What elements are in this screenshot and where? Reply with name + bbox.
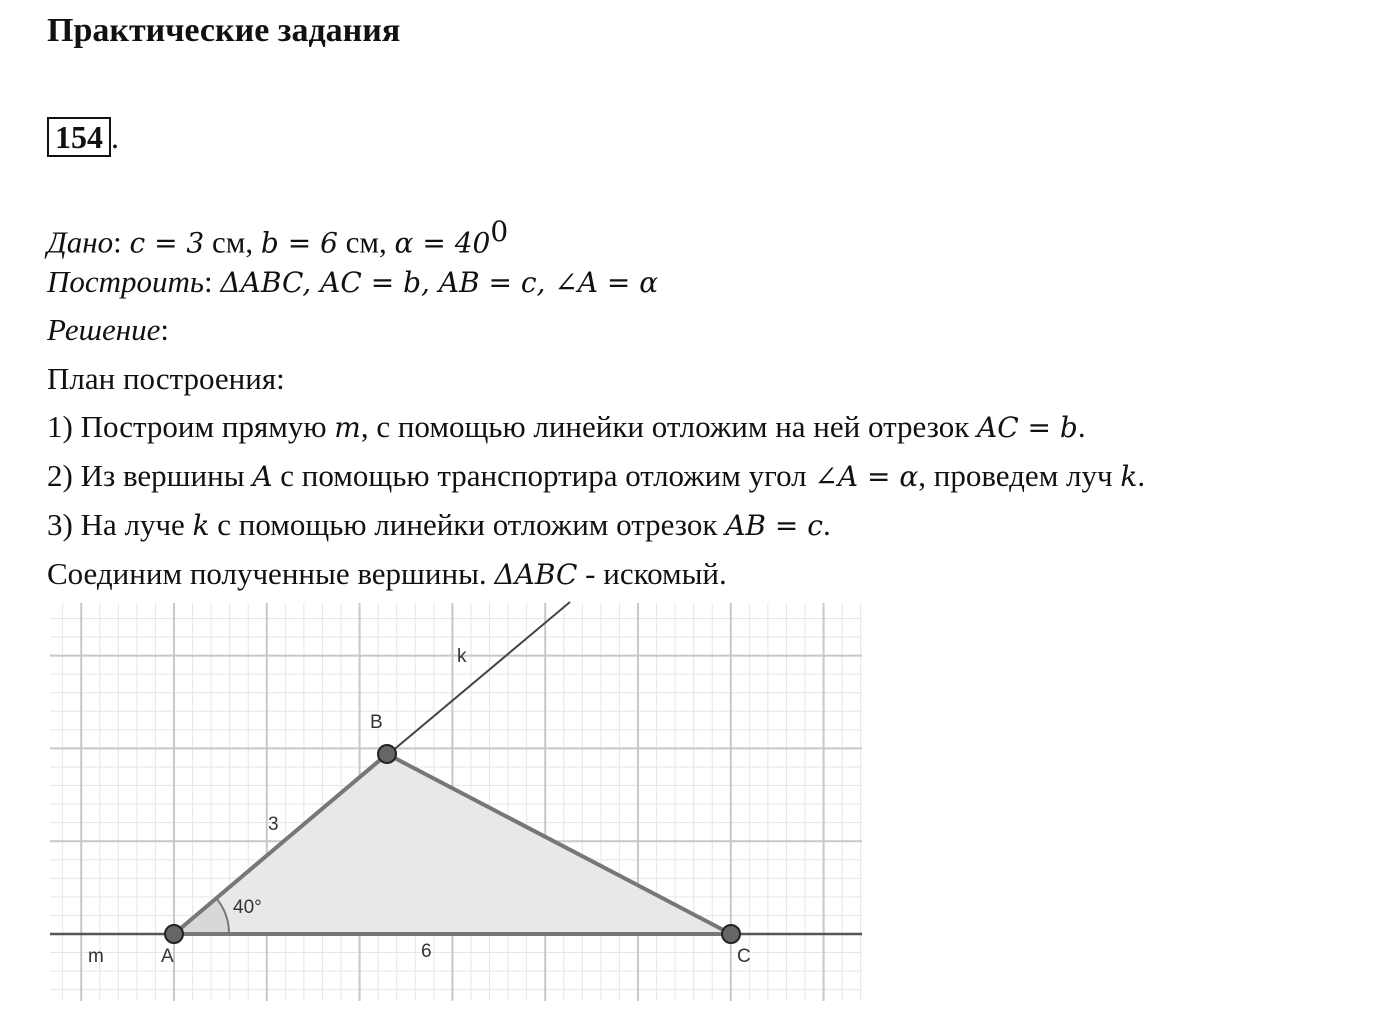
step3-eq: AB = c — [725, 509, 823, 542]
step1-text-b: , с помощью линейки отложим на ней отрезок — [360, 409, 978, 444]
conclusion-text-b: - искомый. — [577, 556, 727, 591]
label-k: k — [457, 646, 467, 667]
given-alpha-sup: 0 — [490, 215, 509, 248]
label-a: A — [161, 946, 174, 967]
given-c: c = 3 — [129, 226, 205, 260]
step2-text-b: с помощью транспортира отложим угол — [272, 458, 815, 493]
plan-title: План построения: — [47, 361, 285, 396]
label-c: C — [737, 946, 751, 967]
conclusion-tri: ΔABC — [494, 558, 578, 591]
point-c — [722, 925, 740, 943]
step1-m: m — [334, 411, 361, 444]
step1-eq: AC = b — [977, 411, 1078, 444]
point-b — [378, 745, 396, 763]
step2-text-d: . — [1137, 458, 1146, 493]
step1-text-a: 1) Построим прямую — [47, 409, 335, 444]
step3-text-a: 3) На луче — [47, 507, 193, 542]
step2-text-c: , проведем луч — [918, 458, 1121, 493]
construct-expr: ΔABC, AC = b, AB = c, ∠A = α — [220, 266, 659, 299]
step2-text-a: 2) Из вершины — [47, 458, 253, 493]
conclusion-text-a: Соединим полученные вершины. — [47, 556, 495, 591]
label-m: m — [88, 946, 104, 967]
step2-A: A — [252, 460, 273, 493]
step3-k: k — [192, 509, 210, 542]
step2-k: k — [1120, 460, 1138, 493]
step3-text-b: с помощью линейки отложим отрезок — [209, 507, 726, 542]
label-side-ab: 3 — [268, 814, 279, 835]
problem-number-dot: . — [111, 119, 119, 155]
point-a — [165, 925, 183, 943]
problem-number-box: 154 — [47, 117, 111, 157]
label-side-ac: 6 — [421, 941, 432, 962]
solution-label: Решение — [47, 312, 161, 347]
construct-label: Построить — [47, 264, 205, 299]
step2-eq: ∠A = α — [814, 460, 919, 493]
given-sep: : — [113, 224, 130, 260]
given-b: b = 6 — [260, 226, 338, 260]
given-b-unit: см, — [337, 224, 395, 260]
step1-text-c: . — [1077, 409, 1086, 444]
step3-text-c: . — [822, 507, 831, 542]
construct-sep: : — [204, 264, 221, 299]
page-title: Практические задания — [47, 12, 401, 49]
solution-sep: : — [160, 312, 169, 347]
label-angle: 40° — [233, 897, 262, 918]
given-label: Дано — [47, 224, 114, 260]
given-c-unit: см, — [204, 224, 261, 260]
given-alpha: α = 40 — [394, 226, 491, 260]
label-b: B — [370, 712, 383, 733]
